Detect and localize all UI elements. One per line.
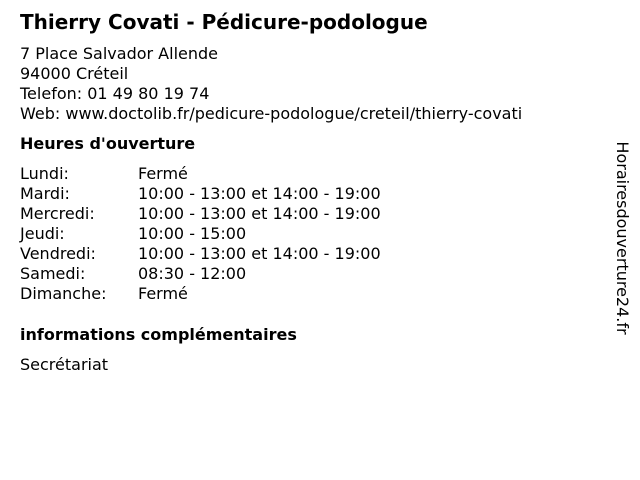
time-value: 10:00 - 15:00 xyxy=(138,224,247,243)
business-card xyxy=(20,10,600,375)
time-value: 10:00 - 13:00 et 14:00 - 19:00 xyxy=(138,204,381,223)
hours-heading: Heures d'ouverture xyxy=(20,134,196,153)
hours-table xyxy=(20,164,600,304)
info-text: Secrétariat xyxy=(20,355,109,374)
address-street: 7 Place Salvador Allende xyxy=(20,44,218,63)
time-value: 10:00 - 13:00 et 14:00 - 19:00 xyxy=(138,184,381,203)
time-value: 08:30 - 12:00 xyxy=(138,264,247,283)
hours-row-tuesday xyxy=(20,184,600,204)
day-label: Mercredi: xyxy=(20,204,95,223)
day-label: Jeudi: xyxy=(20,224,65,243)
time-value: Fermé xyxy=(138,284,188,303)
hours-row-saturday xyxy=(20,264,600,284)
time-value: 10:00 - 13:00 et 14:00 - 19:00 xyxy=(138,244,381,263)
day-label: Lundi: xyxy=(20,164,69,183)
hours-row-thursday xyxy=(20,224,600,244)
phone-number[interactable]: Telefon: 01 49 80 19 74 xyxy=(20,84,210,103)
business-name: Thierry Covati - Pédicure-podologue xyxy=(20,10,428,34)
day-label: Samedi: xyxy=(20,264,86,283)
time-value: Fermé xyxy=(138,164,188,183)
info-heading: informations complémentaires xyxy=(20,325,297,344)
day-label: Dimanche: xyxy=(20,284,107,303)
hours-row-wednesday xyxy=(20,204,600,224)
address-city: 94000 Créteil xyxy=(20,64,129,83)
contact-block xyxy=(20,44,600,124)
hours-row-friday xyxy=(20,244,600,264)
website-link[interactable]: Web: www.doctolib.fr/pedicure-podologue/creteil/thierry-covati xyxy=(20,104,523,123)
hours-row-monday xyxy=(20,164,600,184)
site-credit-watermark: Horairesdouverture24.fr xyxy=(613,141,632,335)
day-label: Mardi: xyxy=(20,184,70,203)
hours-row-sunday xyxy=(20,284,600,304)
day-label: Vendredi: xyxy=(20,244,96,263)
